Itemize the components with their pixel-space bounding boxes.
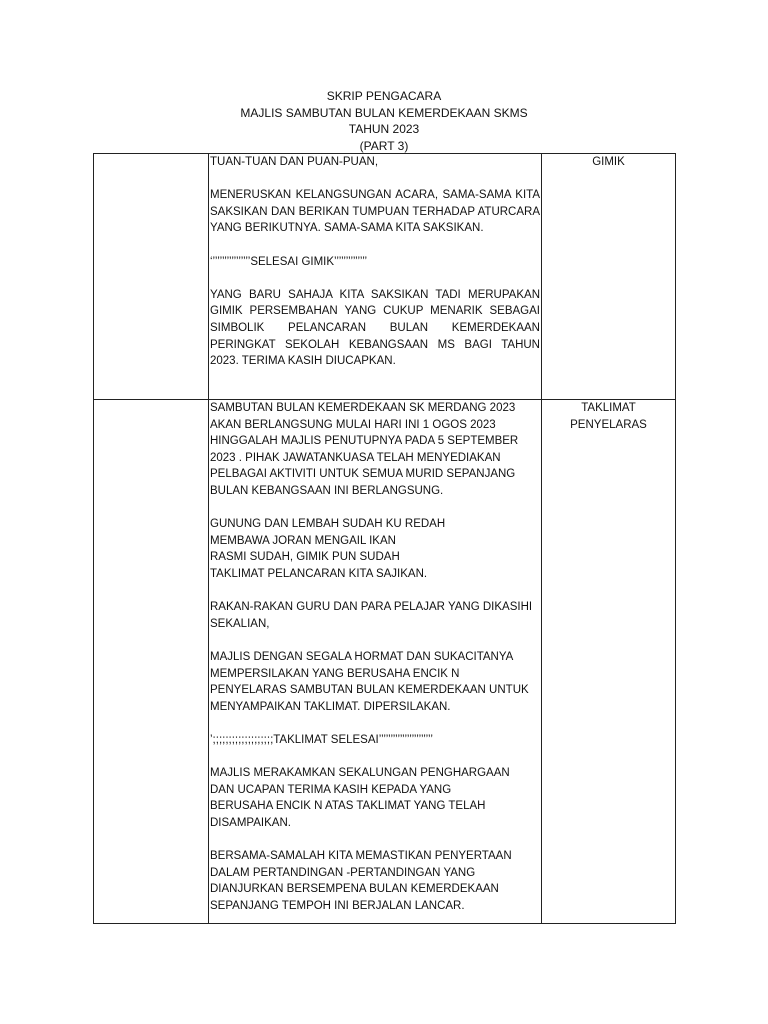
script-line: SEKALIAN, [210, 617, 270, 630]
script-paragraph: MENERUSKAN KELANGSUNGAN ACARA, SAMA-SAMA KITA SAKSIKAN DAN BERIKAN TUMPUAN TERHADAP ATURCARA YANG BERIKUTNYA. SAMA-SAMA KITA SAKSIKAN. [210, 189, 540, 235]
table-row [94, 154, 676, 400]
script-paragraph [210, 599, 540, 632]
segment-cell [542, 154, 676, 400]
script-cell [209, 400, 542, 924]
segment-cell [542, 400, 676, 924]
script-line: MENYAMPAIKAN TAKLIMAT. DIPERSILAKAN. [210, 700, 451, 713]
script-line: SAMBUTAN BULAN KEMERDEKAAN SK MERDANG 2023 [210, 402, 516, 414]
pantun-line: GUNUNG DAN LEMBAH SUDAH KU REDAH [210, 518, 446, 531]
script-cue: ‘’’’’’’’’’’’’’’’’SELESAI GIMIK’’’’’’’’’’’’’’ [210, 255, 368, 268]
script-line: MEMPERSILAKAN YANG BERUSAHA ENCIK N [210, 667, 460, 680]
pantun-line: TAKLIMAT PELANCARAN KITA SAJIKAN. [210, 567, 428, 580]
script-line: HINGGALAH MAJLIS PENUTUPNYA PADA 5 SEPTEMBER [210, 435, 519, 448]
segment-label: GIMIK [592, 156, 625, 168]
script-cell [209, 154, 542, 400]
script-line: DAN UCAPAN TERIMA KASIH KEPADA YANG [210, 783, 452, 796]
script-line: MAJLIS MERAKAMKAN SEKALUNGAN PENGHARGAAN [210, 767, 510, 780]
script-table [93, 153, 676, 924]
script-line: BERSAMA-SAMALAH KITA MEMASTIKAN PENYERTAAN [210, 850, 512, 863]
title-line-3: TAHUN 2023 [348, 122, 420, 136]
title-line-4: (PART 3) [359, 138, 409, 153]
script-line: SEPANJANG TEMPOH INI BERJALAN LANCAR. [210, 899, 465, 912]
script-line: RAKAN-RAKAN GURU DAN PARA PELAJAR YANG DIKASIHI [210, 601, 533, 614]
document-title [0, 88, 768, 154]
title-line-1: SKRIP PENGACARA [326, 89, 442, 103]
script-cue: ’;;;;;;;;;;;;;;;;;;;TAKLIMAT SELESAI’’’’’’’’’’’’’’’’’’’’’’’ [210, 733, 433, 746]
script-line: PELBAGAI AKTIVITI UNTUK SEMUA MURID SEPANJANG [210, 468, 516, 481]
pantun [210, 516, 540, 582]
script-line: AKAN BERLANGSUNG MULAI HARI INI 1 OGOS 2023 [210, 418, 496, 431]
segment-label: PENYELARAS [570, 418, 647, 431]
script-line: 2023 . PIHAK JAWATANKUASA TELAH MENYEDIAKAN [210, 451, 501, 464]
time-cell [94, 154, 209, 400]
pantun-line: MEMBAWA JORAN MENGAIL IKAN [210, 534, 396, 547]
script-line: DALAM PERTANDINGAN -PERTANDINGAN YANG [210, 866, 476, 879]
pantun-line: RASMI SUDAH, GIMIK PUN SUDAH [210, 551, 400, 564]
script-paragraph: YANG BARU SAHAJA KITA SAKSIKAN TADI MERUPAKAN GIMIK PERSEMBAHAN YANG CUKUP MENARIK SEBAGAI SIMBOLIK PELANCARAN BULAN KEMERDEKAAN PERINGKAT SEKOLAH KEBANGSAAN MS BAGI TAHUN 2023. TERIMA KASIH DIUCAPKAN. [210, 288, 540, 368]
script-line: PENYELARAS SAMBUTAN BULAN KEMERDEKAAN UNTUK [210, 684, 529, 697]
script-paragraph: TUAN-TUAN DAN PUAN-PUAN, [210, 156, 379, 168]
script-paragraph [210, 848, 540, 914]
script-line: DISAMPAIKAN. [210, 816, 291, 829]
table-row [94, 400, 676, 924]
time-cell [94, 400, 209, 924]
title-line-2: MAJLIS SAMBUTAN BULAN KEMERDEKAAN SKMS [240, 105, 528, 120]
script-line: BULAN KEBANGSAAN INI BERLANGSUNG. [210, 484, 444, 497]
script-line: BERUSAHA ENCIK N ATAS TAKLIMAT YANG TELAH [210, 800, 486, 813]
script-paragraph [210, 765, 540, 831]
segment-label: TAKLIMAT [581, 402, 636, 414]
script-paragraph [210, 649, 540, 715]
script-paragraph [210, 400, 540, 500]
script-line: DIANJURKAN BERSEMPENA BULAN KEMERDEKAAN [210, 883, 499, 896]
script-line: MAJLIS DENGAN SEGALA HORMAT DAN SUKACITANYA [210, 650, 514, 663]
